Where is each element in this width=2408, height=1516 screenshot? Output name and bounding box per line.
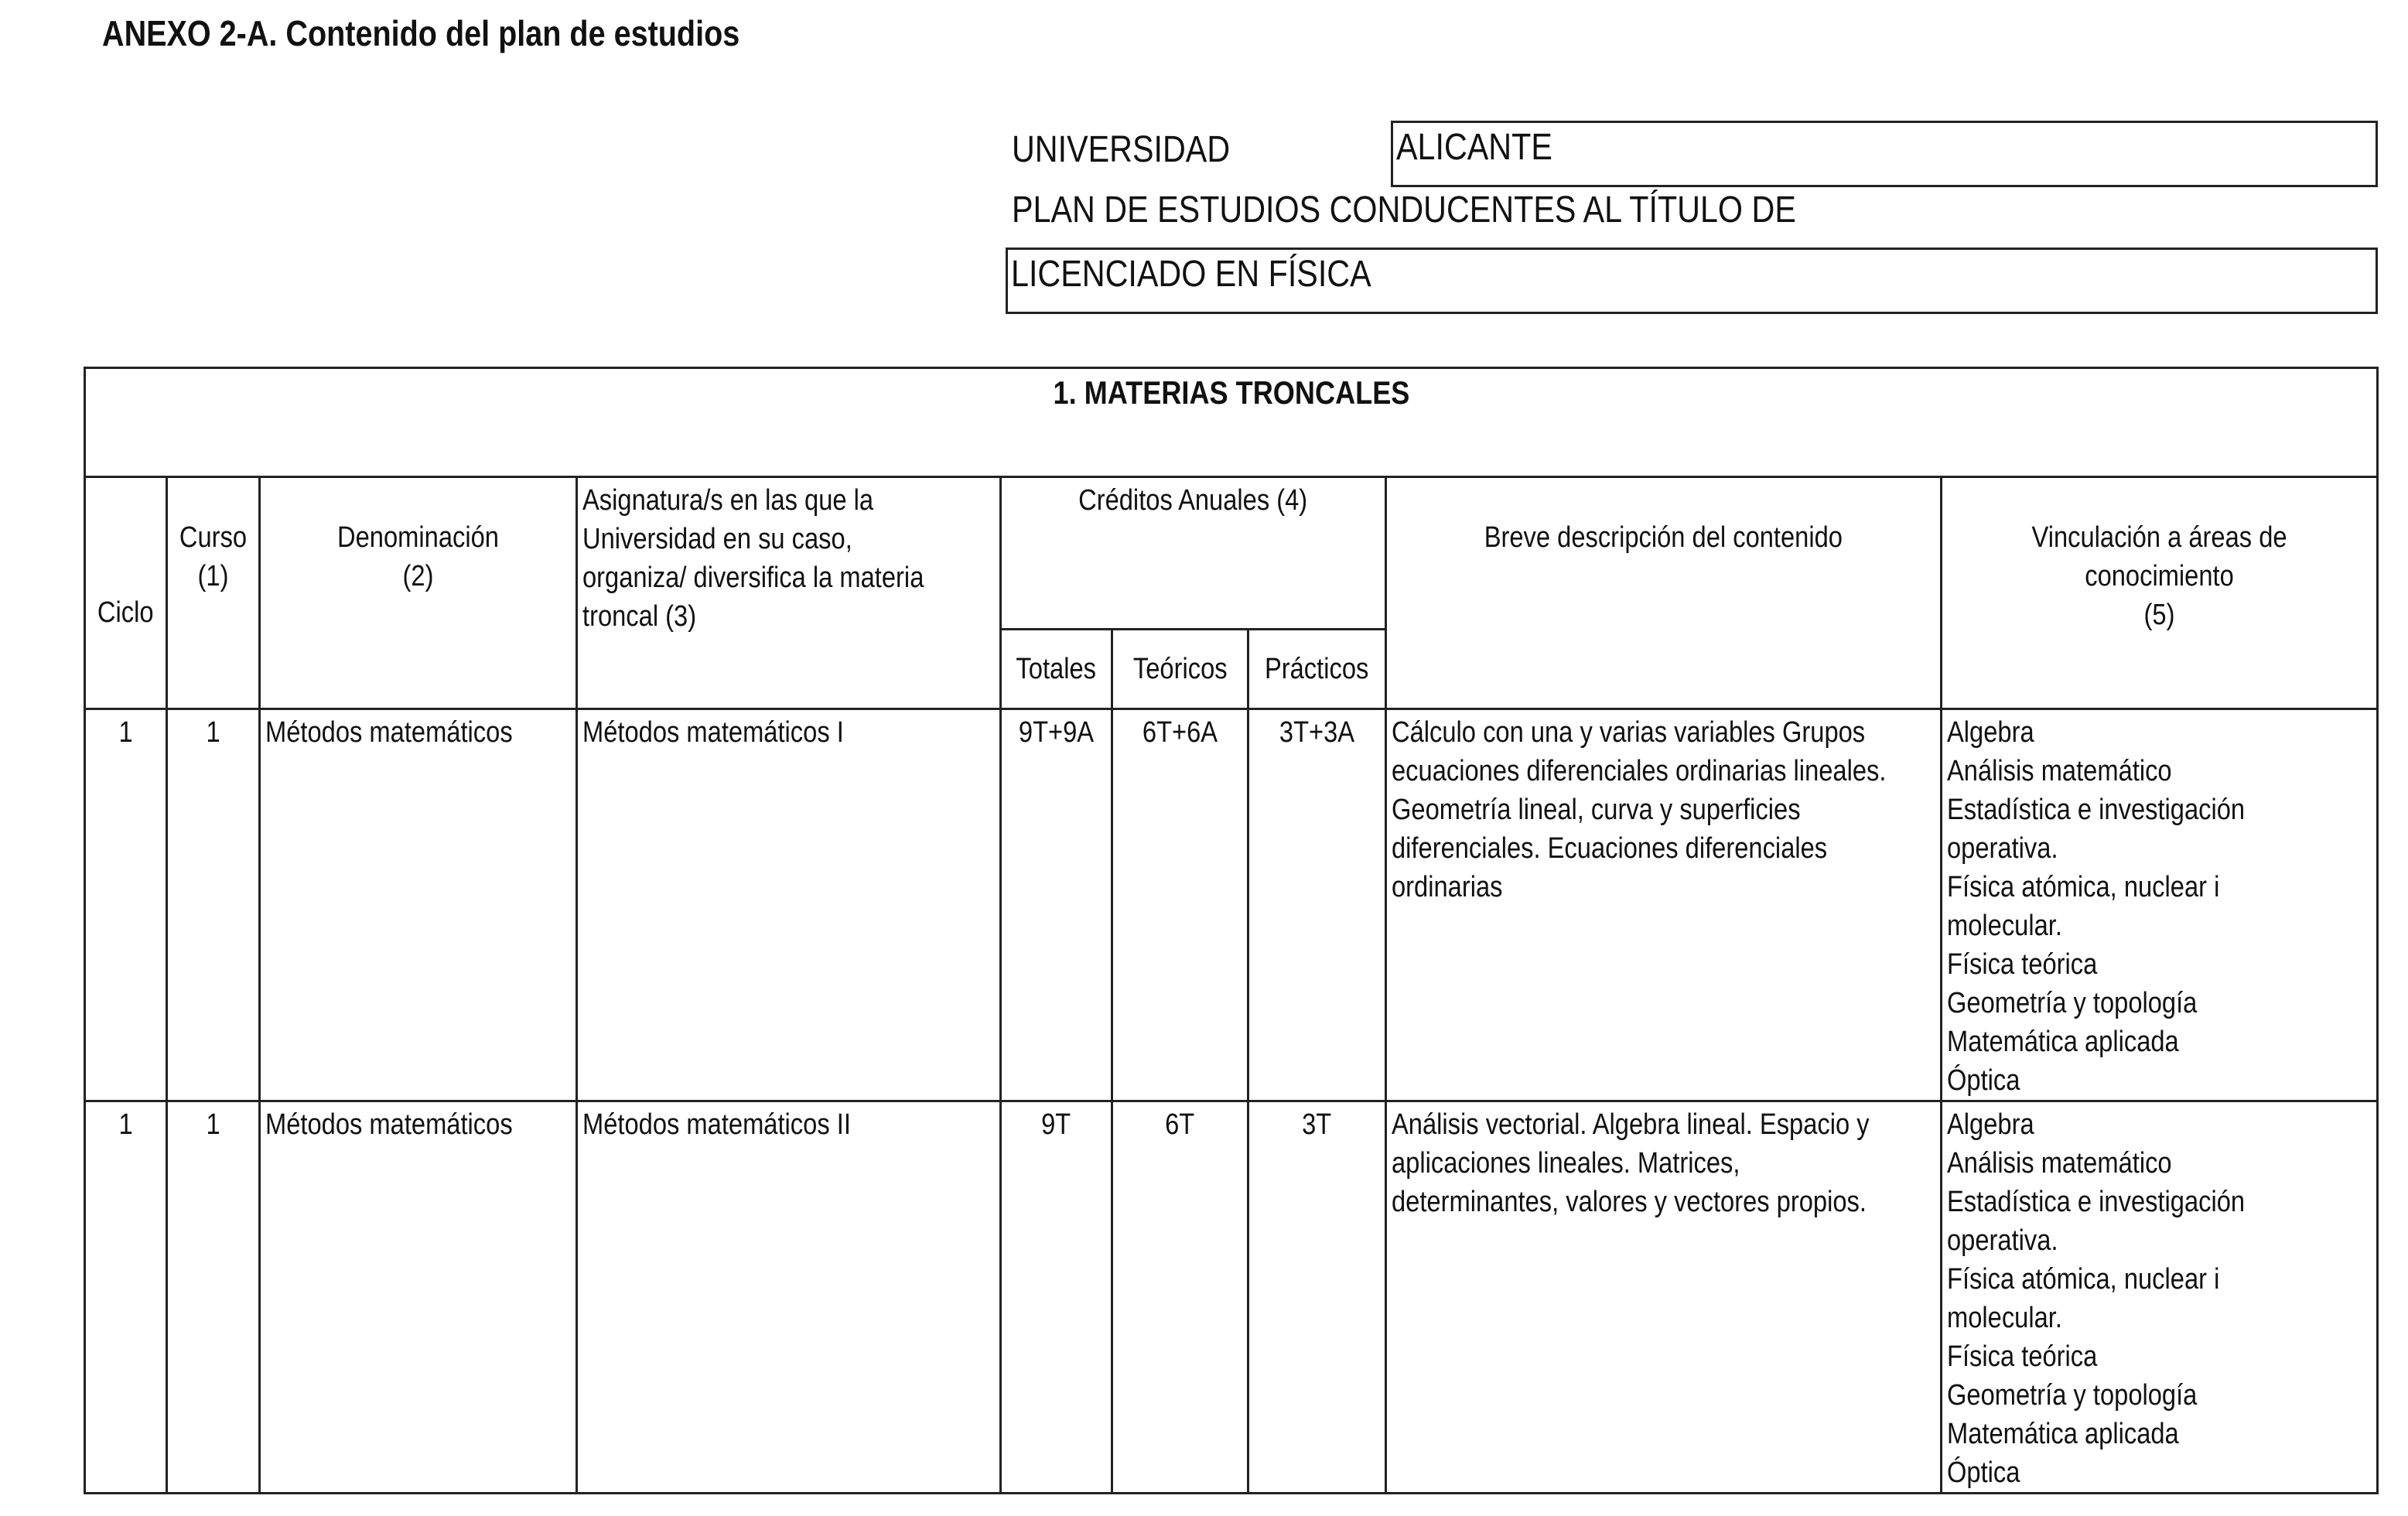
annex-title: ANEXO 2-A. Contenido del plan de estudios xyxy=(102,13,740,53)
cell-totales: 9T+9A xyxy=(1001,709,1112,1101)
section-title: 1. MATERIAS TRONCALES xyxy=(85,368,2378,477)
cell-practicos: 3T+3A xyxy=(1248,709,1386,1101)
cell-denominacion: Métodos matemáticos xyxy=(260,709,577,1101)
cell-curso: 1 xyxy=(167,1101,260,1494)
titulo-value: LICENCIADO EN FÍSICA xyxy=(1011,254,1371,295)
cell-asignatura: Métodos matemáticos II xyxy=(577,1101,1001,1494)
cell-totales: 9T xyxy=(1001,1101,1112,1494)
cell-areas: Algebra Análisis matemático Estadística e investigación operativa. Física atómica, nuclear i molecular. Física teórica Geometría y topología Matemática aplicada Óptica xyxy=(1942,1101,2378,1494)
cell-denominacion: Métodos matemáticos xyxy=(260,1101,577,1494)
cell-areas: Algebra Análisis matemático Estadística e investigación operativa. Física atómica, nuclear i molecular. Física teórica Geometría y topología Matemática aplicada Óptica xyxy=(1942,709,2378,1101)
cell-teoricos: 6T xyxy=(1112,1101,1248,1494)
titulo-box xyxy=(1006,248,2378,314)
col-practicos: Prácticos xyxy=(1248,630,1386,709)
col-curso: Curso (1) xyxy=(167,477,260,709)
cell-ciclo: 1 xyxy=(85,709,167,1101)
col-totales: Totales xyxy=(1001,630,1112,709)
table-row xyxy=(85,709,2378,1101)
universidad-value: ALICANTE xyxy=(1396,127,1552,168)
col-ciclo: Ciclo xyxy=(85,477,167,709)
col-vinculacion: Vinculación a áreas de conocimiento (5) xyxy=(1942,477,2378,709)
universidad-box xyxy=(1391,121,2378,187)
cell-descripcion: Análisis vectorial. Algebra lineal. Espacio y aplicaciones lineales. Matrices, determinantes, valores y vectores propios. xyxy=(1386,1101,1942,1494)
plan-label: PLAN DE ESTUDIOS CONDUCENTES AL TÍTULO DE xyxy=(1012,190,1796,230)
materias-table xyxy=(84,367,2379,1494)
cell-ciclo: 1 xyxy=(85,1101,167,1494)
cell-curso: 1 xyxy=(167,709,260,1101)
table-row xyxy=(85,1101,2378,1494)
cell-teoricos: 6T+6A xyxy=(1112,709,1248,1101)
col-denominacion: Denominación (2) xyxy=(260,477,577,709)
cell-practicos: 3T xyxy=(1248,1101,1386,1494)
universidad-label: UNIVERSIDAD xyxy=(1012,129,1231,170)
col-asignaturas: Asignatura/s en las que la Universidad en su caso, organiza/ diversifica la materia troncal (3) xyxy=(577,477,1001,709)
col-creditos: Créditos Anuales (4) xyxy=(1001,477,1386,630)
col-teoricos: Teóricos xyxy=(1112,630,1248,709)
col-descripcion: Breve descripción del contenido xyxy=(1386,477,1942,709)
header-row xyxy=(85,477,2378,630)
cell-asignatura: Métodos matemáticos I xyxy=(577,709,1001,1101)
cell-descripcion: Cálculo con una y varias variables Grupos ecuaciones diferenciales ordinarias lineales. Geometría lineal, curva y superficies diferenciales. Ecuaciones diferenciales ordinarias xyxy=(1386,709,1942,1101)
